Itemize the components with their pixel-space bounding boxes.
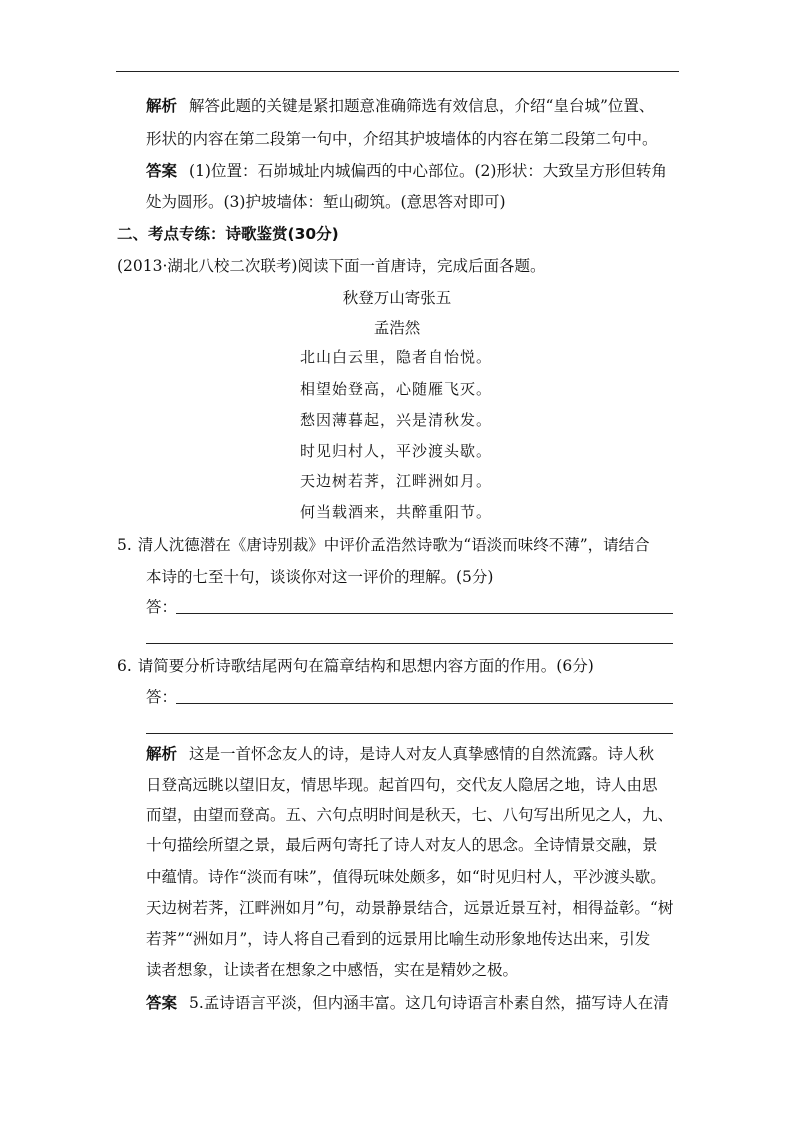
bottom-answer-line: 答案 5.孟诗语言平淡，但内涵丰富。这几句诗语言朴素自然，描写诗人在清 bbox=[146, 994, 669, 1012]
poem-line-2: 相望始登高，心随雁飞灭。 bbox=[300, 380, 493, 398]
poem-author: 孟浩然 bbox=[373, 319, 421, 337]
bottom-analysis-line-5: 中蕴情。诗作“淡而有味”，值得玩味处颇多，如“时见归村人，平沙渡头歇。 bbox=[146, 868, 666, 886]
answer-line-1: 答案 (1)位置：石峁城址内城偏西的中心部位。(2)形状：大致呈方形但转角 bbox=[146, 162, 667, 180]
analysis-line-2: 形状的内容在第二段第一句中，介绍其护坡墙体的内容在第二段第二句中。 bbox=[146, 130, 658, 148]
question-5-answer-prompt: 答： bbox=[146, 598, 178, 616]
poem-line-5: 天边树若荠，江畔洲如月。 bbox=[300, 472, 493, 490]
answer-blank-5a[interactable] bbox=[176, 613, 673, 614]
poem-title: 秋登万山寄张五 bbox=[342, 289, 452, 307]
analysis-line-1: 解析 解答此题的关键是紧扣题意准确筛选有效信息，介绍“皇台城”位置、 bbox=[146, 97, 655, 115]
answer-blank-6a[interactable] bbox=[176, 703, 673, 704]
question-5-line-2: 本诗的七至十句，谈谈你对这一评价的理解。(5分) bbox=[146, 568, 494, 586]
bottom-analysis-line-2: 日登高远眺以望旧友，情思毕现。起首四句，交代友人隐居之地，诗人由思 bbox=[146, 776, 658, 794]
bottom-analysis-line-6: 天边树若荠，江畔洲如月”句，动景静景结合，远景近景互衬，相得益彰。“树 bbox=[146, 899, 674, 917]
source-line: (2013·湖北八校二次联考)阅读下面一首唐诗，完成后面各题。 bbox=[117, 257, 546, 275]
bottom-analysis-label: 解析 bbox=[146, 745, 178, 763]
poem-line-1: 北山白云里，隐者自怡悦。 bbox=[300, 348, 493, 366]
question-6-answer-prompt: 答： bbox=[146, 688, 178, 706]
question-6-line-1: 6. 请简要分析诗歌结尾两句在篇章结构和思想内容方面的作用。(6分) bbox=[117, 657, 594, 675]
bottom-analysis-line-1: 解析 这是一首怀念友人的诗，是诗人对友人真挚感情的自然流露。诗人秋 bbox=[146, 745, 655, 763]
analysis-label: 解析 bbox=[146, 97, 178, 115]
poem-line-3: 愁因薄暮起，兴是清秋发。 bbox=[300, 411, 493, 429]
header-rule bbox=[116, 71, 679, 72]
answer-line-2: 处为圆形。(3)护坡墙体：堑山砌筑。(意思答对即可) bbox=[146, 193, 506, 211]
answer-blank-5b[interactable] bbox=[146, 643, 673, 644]
section-heading: 二、考点专练：诗歌鉴赏(30分) bbox=[117, 225, 339, 243]
question-6-number: 6. bbox=[117, 657, 132, 675]
bottom-answer-label: 答案 bbox=[146, 994, 178, 1012]
poem-line-6: 何当载酒来，共醉重阳节。 bbox=[300, 503, 493, 521]
bottom-analysis-line-7: 若荠”“洲如月”，诗人将自己看到的远景用比喻生动形象地传达出来，引发 bbox=[146, 930, 651, 948]
answer-label: 答案 bbox=[146, 162, 178, 180]
question-5-line-1: 5. 清人沈德潜在《唐诗别裁》中评价孟浩然诗歌为“语淡而味终不薄”，请结合 bbox=[117, 536, 650, 554]
question-5-number: 5. bbox=[117, 536, 132, 554]
bottom-analysis-line-3: 而望，由望而登高。五、六句点明时间是秋天，七、八句写出所见之人，九、 bbox=[146, 806, 674, 824]
bottom-analysis-line-8: 读者想象，让读者在想象之中感悟，实在是精妙之极。 bbox=[146, 961, 519, 979]
bottom-analysis-line-4: 十句描绘所望之景，最后两句寄托了诗人对友人的思念。全诗情景交融，景 bbox=[146, 836, 658, 854]
answer-blank-6b[interactable] bbox=[146, 733, 673, 734]
poem-line-4: 时见归村人，平沙渡头歇。 bbox=[300, 442, 493, 460]
